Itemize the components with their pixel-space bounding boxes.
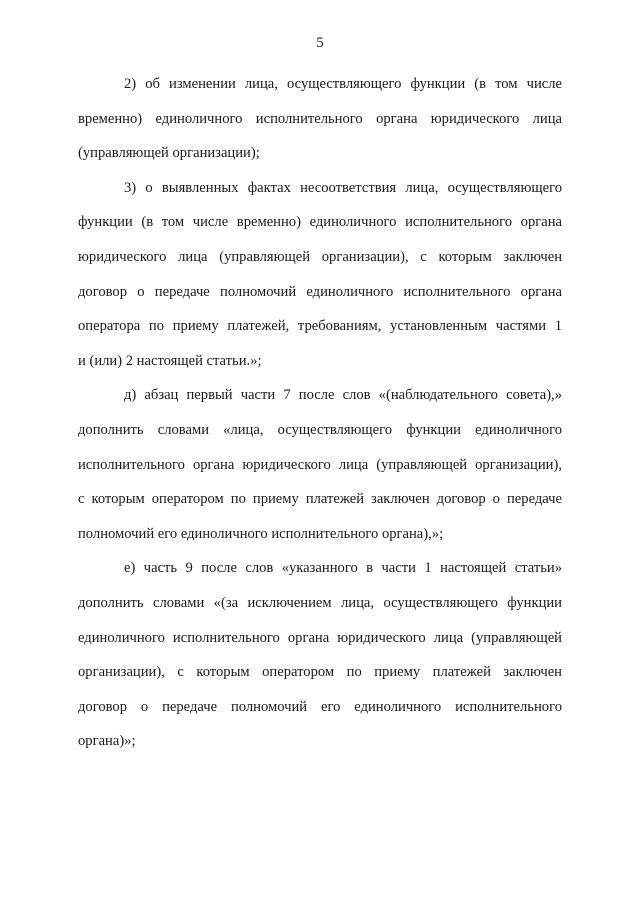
page-number: 5	[316, 35, 324, 51]
text-line: (управляющей организации);	[78, 145, 260, 162]
document-body	[78, 67, 562, 759]
paragraph-item-d	[78, 378, 562, 551]
text-line: юридического лица (управляющей организации), с которым заключен	[78, 248, 562, 265]
paragraph-item-e	[78, 551, 562, 759]
text-line: 3) о выявленных фактах несоответствия лица, осуществляющего	[124, 179, 562, 196]
paragraph-item-2	[78, 67, 562, 171]
text-line: временно) единоличного исполнительного органа юридического лица	[78, 110, 562, 127]
text-line: оператора по приему платежей, требованиям, установленным частями 1	[78, 318, 562, 335]
text-line: е) часть 9 после слов «указанного в части 1 настоящей статьи»	[124, 560, 562, 577]
text-line: и (или) 2 настоящей статьи.»;	[78, 352, 262, 369]
text-line: организации), с которым оператором по приему платежей заключен	[78, 664, 562, 681]
text-line: исполнительного органа юридического лица (управляющей организации),	[78, 456, 562, 473]
text-line: органа)»;	[78, 733, 136, 750]
text-line: д) абзац первый части 7 после слов «(наблюдательного совета),»	[124, 387, 562, 404]
text-line: дополнить словами «лица, осуществляющего функции единоличного	[78, 421, 562, 438]
text-line: полномочий его единоличного исполнительного органа),»;	[78, 525, 444, 542]
paragraph-item-3	[78, 171, 562, 379]
text-line: договор о передаче полномочий единоличного исполнительного органа	[78, 283, 562, 300]
text-line: функции (в том числе временно) единоличного исполнительного органа	[78, 214, 562, 231]
text-line: 2) об изменении лица, осуществляющего функции (в том числе	[124, 76, 562, 92]
text-line: с которым оператором по приему платежей заключен договор о передаче	[78, 491, 562, 508]
text-line: единоличного исполнительного органа юридического лица (управляющей	[78, 629, 562, 646]
text-line: дополнить словами «(за исключением лица, осуществляющего функции	[78, 594, 562, 611]
text-line: договор о передаче полномочий его единоличного исполнительного	[78, 698, 562, 715]
